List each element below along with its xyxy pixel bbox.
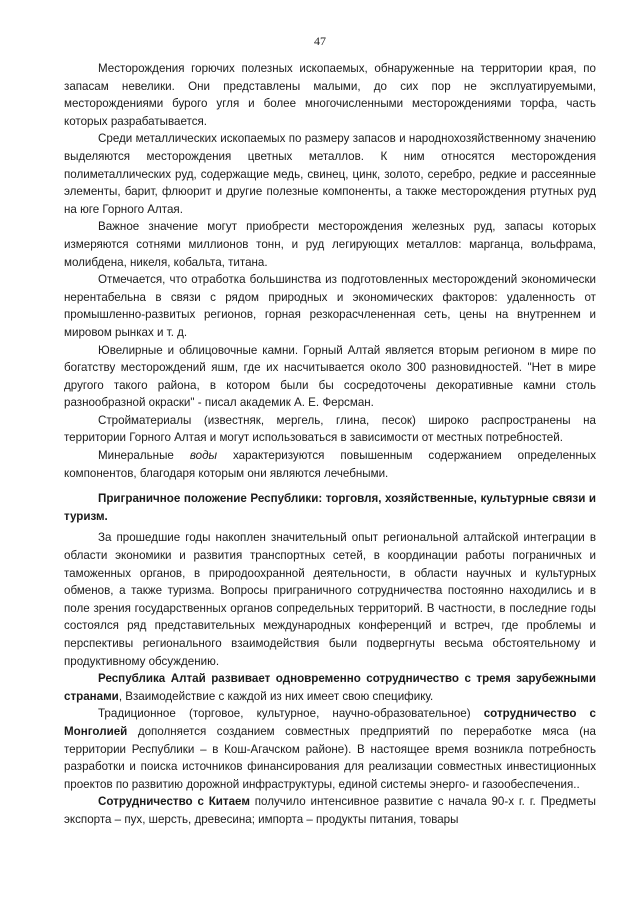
paragraph-metal-deposits: Среди металлических ископаемых по размеру запасов и народнохозяйственному значению выделяются месторождения цветных металлов. К ним относятся месторождения полиметаллических руд, содержащие медь, свинец, цинк, золото, серебро, редкие и рассеянные элементы, барит, флюорит и другие полезные компоненты, а также месторождения ртутных руд на юге Горного Алтая. <box>64 132 596 216</box>
paragraph-iron-ores: Важное значение могут приобрести месторождения железных руд, запасы которых измеряются сотнями миллионов тонн, и руд легирующих металлов: марганца, вольфрама, молибдена, никеля, кобальта, титана. <box>64 220 596 269</box>
paragraph-gemstones: Ювелирные и облицовочные камни. Горный Алтай является вторым регионом в мире по богатству месторождений яшм, где их насчитывается около 300 разновидностей. "Нет в мире другого такого района, в котором были бы сосредоточены декоративные камни столь разнообразной окраски" - писал академик А. Е. Ферсман. <box>64 343 596 410</box>
paragraph-economic-factors: Отмечается, что отработка большинства из подготовленных месторождений экономически нерентабельна в связи с рядом природных и экономических факторов: удаленность от промышленно-развитых регионов, горная резкорасчлененная сеть, цены на внутреннем и мировом рынках и т. д. <box>64 273 596 339</box>
page-number: 47 <box>314 34 326 48</box>
mongolia-bold: сотрудничество с Монголией <box>64 707 597 738</box>
paragraph-mineral-waters <box>64 447 596 482</box>
mineral-waters-text-start: Минеральные <box>98 449 190 463</box>
paragraph-integration: За прошедшие годы накоплен значительный опыт региональной алтайской интеграции в области экономики и развития транспортных сетей, в координации работы пограничных и таможенных органов, в природоохранной деятельности, в области научных и культурных обменов, а также туризма. Вопросы приграничного сотрудничества постоянно находились и в поле зрения государственных органов сопредельных территорий. В частности, в последние годы состоялся ряд представительных международных конференций и встреч, где проблемы и перспективы регионального взаимодействия были подвергнуты весьма обстоятельному и продуктивному обсуждению. <box>64 531 596 668</box>
paragraph-three-countries <box>64 670 596 705</box>
paragraph-mongolia <box>64 705 596 793</box>
mongolia-text-end: дополняется созданием совместных предприятий по переработке мяса (на территории Республики – в Кош-Агачском районе). В настоящее время возникла потребность разработки и поиска источников финансирования для реализации совместных инвестиционных проектов по развитию дорожной инфраструктуры, единой системы энерго- и газообеспечения.. <box>64 724 596 791</box>
three-countries-bold: Республика Алтай развивает одновременно сотрудничество с тремя зарубежными странами <box>64 672 596 703</box>
body-text <box>64 60 596 829</box>
mineral-waters-text-end: характеризуются повышенным содержанием определенных компонентов, благодаря которым они являются лечебными. <box>64 449 596 480</box>
three-countries-text: , Взаимодействие с каждой из них имеет свою специфику. <box>118 689 434 703</box>
china-bold: Сотрудничество с Китаем <box>98 795 250 809</box>
mongolia-text-start: Традиционное (торговое, культурное, научно-образовательное) <box>98 707 484 721</box>
paragraph-building-materials: Стройматериалы (известняк, мергель, глина, песок) широко распространены на территории Горного Алтая и могут использоваться в зависимости от местных потребностей. <box>64 413 596 445</box>
china-text: получило интенсивное развитие с начала 90-х г. г. Предметы экспорта – пух, шерсть, древесина; импорта – продукты питания, товары <box>64 795 596 826</box>
section-heading: Приграничное положение Республики: торговля, хозяйственные, культурные связи и туризм. <box>64 492 596 523</box>
mineral-waters-italic: воды <box>189 449 218 463</box>
paragraph-fuel-deposits: Месторождения горючих полезных ископаемых, обнаруженные на территории края, по запасам невелики. Они представлены малыми, до сих пор не эксплуатируемыми, месторождениями бурого угля и более многочисленными месторождениями торфа, часть которых разрабатывается. <box>64 62 596 128</box>
paragraph-china <box>64 793 596 828</box>
